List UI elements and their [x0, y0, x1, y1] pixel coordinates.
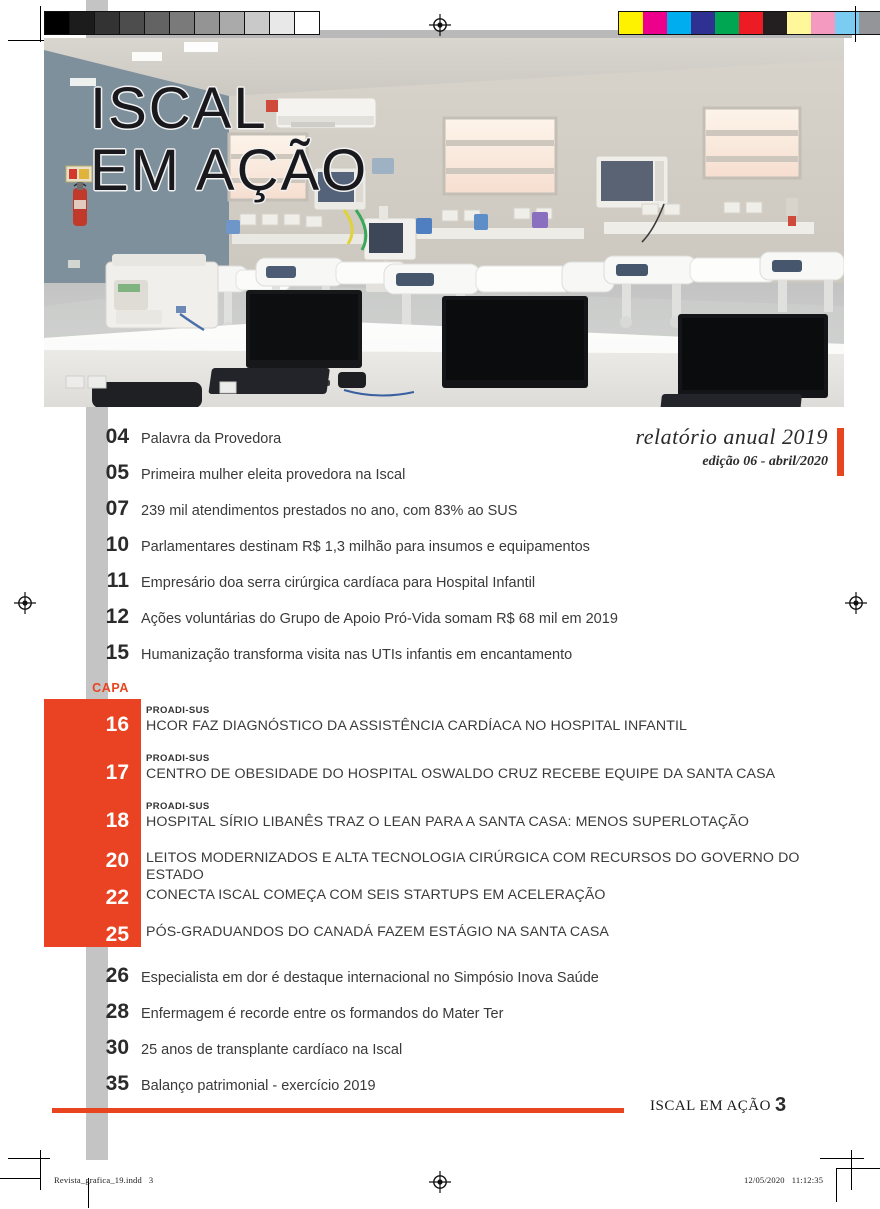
crop-mark-br3-v [836, 1168, 837, 1202]
press-timestamp-note: 12/05/2020 11:12:35 [744, 1175, 824, 1185]
toc-capa-body [141, 795, 749, 831]
toc-entry-title: Parlamentares destinam R$ 1,3 milhão para insumos e equipamentos [141, 539, 590, 555]
color-swatch-3 [691, 12, 715, 34]
toc-entry-title: 239 mil atendimentos prestados no ano, com 83% ao SUS [141, 503, 518, 519]
toc-capa-body [141, 843, 844, 884]
toc-capa-page: 25 [105, 923, 129, 946]
color-swatch-9 [270, 12, 295, 34]
toc-entry-title: Especialista em dor é destaque internacional no Simpósio Inova Saúde [141, 970, 599, 986]
toc-top-entries [44, 425, 844, 677]
color-swatch-2 [95, 12, 120, 34]
color-swatch-4 [715, 12, 739, 34]
toc-entry-page: 30 [105, 1036, 129, 1059]
color-swatch-7 [787, 12, 811, 34]
color-swatch-10 [859, 12, 880, 34]
toc-capa-headline: LEITOS MODERNIZADOS E ALTA TECNOLOGIA CIRÚRGICA COM RECURSOS DO GOVERNO DO ESTADO [146, 850, 800, 883]
toc-entry-page: 28 [105, 1000, 129, 1023]
toc-capa-page: 16 [105, 713, 129, 736]
toc-capa-page: 18 [105, 809, 129, 832]
crop-mark-br2-h [836, 1168, 880, 1169]
toc-entry[interactable] [44, 533, 844, 569]
toc-entry-title: Empresário doa serra cirúrgica cardíaca para Hospital Infantil [141, 575, 536, 591]
press-file-note: Revista_grafica_19.indd 3 [54, 1175, 154, 1185]
toc-entry[interactable] [44, 605, 844, 641]
toc-entry[interactable] [44, 964, 844, 1000]
toc-capa-headline: HOSPITAL SÍRIO LIBANÊS TRAZ O LEAN PARA A SANTA CASA: MENOS SUPERLOTAÇÃO [146, 814, 749, 830]
cover-photo [44, 38, 844, 407]
toc-capa-headline: PÓS-GRADUANDOS DO CANADÁ FAZEM ESTÁGIO NA SANTA CASA [146, 924, 609, 940]
toc-capa-entry[interactable] [44, 699, 844, 747]
toc-capa-body [141, 880, 606, 904]
toc-entry-title: Enfermagem é recorde entre os formandos do Mater Ter [141, 1006, 504, 1022]
toc-capa-page: 22 [105, 886, 129, 909]
toc-entry-page: 10 [105, 533, 129, 556]
toc-entry[interactable] [44, 1000, 844, 1036]
toc-capa-entry[interactable] [44, 917, 844, 954]
toc-capa-entries [44, 681, 844, 954]
toc-entry-title: Balanço patrimonial - exercício 2019 [141, 1078, 376, 1094]
toc-capa-entry[interactable] [44, 747, 844, 795]
toc-bottom-entries [44, 964, 844, 1108]
crop-mark-bl-h [8, 1158, 50, 1159]
masthead-line-2: edição 06 - abril/2020 [702, 454, 828, 469]
toc-capa-kicker: PROADI-SUS [146, 801, 210, 812]
registration-target-top [429, 14, 451, 36]
toc-entry-page: 12 [105, 605, 129, 628]
color-swatch-5 [739, 12, 763, 34]
toc-entry[interactable] [44, 425, 844, 461]
color-swatch-2 [667, 12, 691, 34]
crop-mark-tr-v [855, 6, 856, 42]
masthead-line-1: relatório anual 2019 [635, 424, 828, 449]
color-swatch-0 [619, 12, 643, 34]
color-swatch-5 [170, 12, 195, 34]
toc-entry-title: Primeira mulher eleita provedora na Iscal [141, 467, 406, 483]
toc-entry-title: Humanização transforma visita nas UTIs infantis em encantamento [141, 647, 573, 663]
toc-entry-page: 11 [106, 569, 129, 592]
toc-entry-title: Ações voluntárias do Grupo de Apoio Pró-Vida somam R$ 68 mil em 2019 [141, 611, 618, 627]
toc-capa-kicker: PROADI-SUS [146, 705, 210, 716]
toc-entry-title: 25 anos de transplante cardíaco na Iscal [141, 1042, 403, 1058]
toc-entry[interactable] [44, 497, 844, 533]
footer-page-number: 3 [775, 1094, 787, 1116]
capa-label: CAPA [92, 681, 129, 695]
grayscale-step-wedge [44, 11, 320, 35]
toc-entry-page: 26 [105, 964, 129, 987]
toc-capa-headline: CONECTA ISCAL COMEÇA COM SEIS STARTUPS EM ACELERAÇÃO [146, 887, 606, 903]
color-swatch-10 [295, 12, 319, 34]
toc-capa-body [141, 917, 609, 941]
toc-capa-headline: HCOR FAZ DIAGNÓSTICO DA ASSISTÊNCIA CARDÍACA NO HOSPITAL INFANTIL [146, 718, 687, 734]
toc-entry[interactable] [44, 641, 844, 677]
toc-capa-kicker: PROADI-SUS [146, 753, 210, 764]
registration-target-right [845, 592, 867, 614]
toc-capa-entry[interactable] [44, 880, 844, 917]
toc-entry-page: 07 [105, 497, 129, 520]
color-swatch-8 [811, 12, 835, 34]
color-swatch-8 [245, 12, 270, 34]
crop-mark-bl-v [40, 1150, 41, 1190]
toc-entry[interactable] [44, 1036, 844, 1072]
toc-entry[interactable] [44, 569, 844, 605]
footer-brand: ISCAL EM AÇÃO [650, 1098, 771, 1114]
toc-capa-entry[interactable] [44, 843, 844, 883]
toc-capa-page: 17 [105, 761, 129, 784]
toc-capa-entry[interactable] [44, 795, 844, 843]
registration-target-bottom [429, 1171, 451, 1193]
color-swatch-1 [643, 12, 667, 34]
color-swatch-7 [220, 12, 245, 34]
color-swatch-0 [45, 12, 70, 34]
toc-entry-title: Palavra da Provedora [141, 431, 282, 447]
hospital-ward-illustration [44, 38, 844, 407]
crop-mark-tl-v [40, 6, 41, 42]
color-swatch-1 [70, 12, 95, 34]
registration-target-left [14, 592, 36, 614]
color-swatch-3 [120, 12, 145, 34]
toc-entry-page: 04 [105, 425, 129, 448]
color-swatch-4 [145, 12, 170, 34]
toc-cover-section [44, 681, 844, 954]
toc-capa-body [141, 747, 775, 783]
color-swatch-6 [195, 12, 220, 34]
cover-title: ISCAL EM AÇÃO [90, 76, 369, 203]
crop-mark-br-v [851, 1150, 852, 1190]
table-of-contents [44, 425, 844, 1108]
color-swatch-6 [763, 12, 787, 34]
footer-rule [52, 1108, 624, 1113]
toc-entry-page: 05 [105, 461, 129, 484]
toc-capa-headline: CENTRO DE OBESIDADE DO HOSPITAL OSWALDO CRUZ RECEBE EQUIPE DA SANTA CASA [146, 766, 776, 782]
crop-mark-bl2-h [0, 1178, 40, 1179]
toc-capa-page: 20 [105, 849, 129, 872]
toc-entry-page: 35 [105, 1072, 129, 1095]
toc-entry[interactable] [44, 461, 844, 497]
toc-entry-page: 15 [105, 641, 129, 664]
color-control-bar [618, 11, 880, 35]
crop-mark-br-h [820, 1158, 864, 1159]
toc-capa-body [141, 699, 687, 735]
